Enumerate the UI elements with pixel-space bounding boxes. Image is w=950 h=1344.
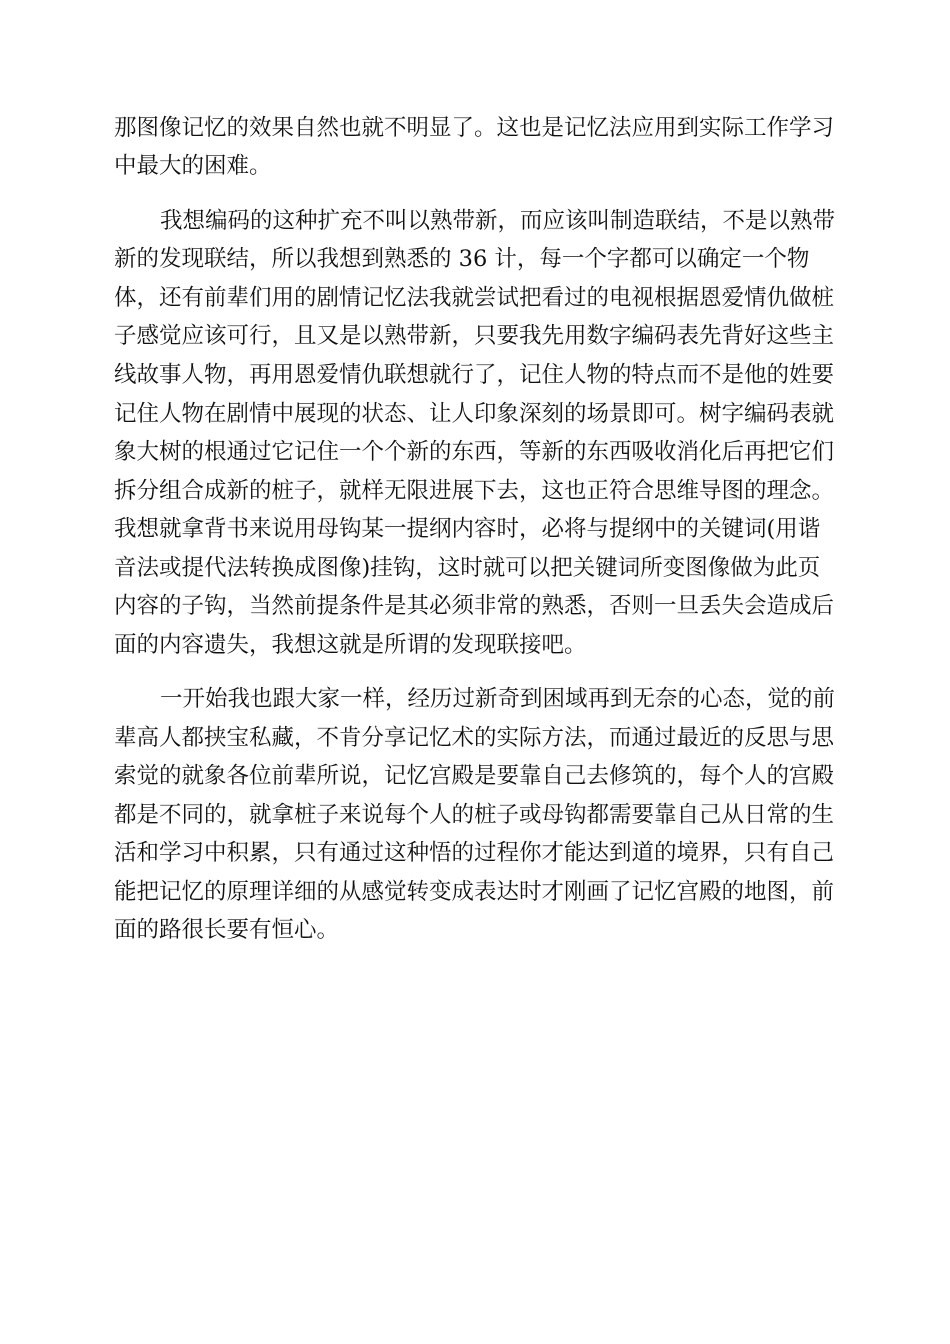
- text-line: 能把记忆的原理详细的从感觉转变成表达时才刚画了记忆宫殿的地图，前: [114, 879, 835, 905]
- text-line: 拆分组合成新的桩子，就样无限进展下去，这也正符合思维导图的理念。: [114, 478, 835, 504]
- text-line: 我想编码的这种扩充不叫以熟带新，而应该叫制造联结，不是以熟带: [160, 208, 836, 234]
- text-line: 辈高人都挟宝私藏，不肯分享记忆术的实际方法，而通过最近的反思与思: [114, 725, 835, 751]
- text-line: 我想就拿背书来说用母钩某一提纲内容时，必将与提纲中的关键词(用谐: [114, 516, 821, 542]
- text-line: 面的路很长要有恒心。: [114, 917, 340, 943]
- text-line: 索觉的就象各位前辈所说，记忆宫殿是要靠自己去修筑的，每个人的宫殿: [114, 763, 835, 789]
- text-line: 中最大的困难。: [114, 153, 272, 179]
- text-line: 新的发现联结，所以我想到熟悉的 36 计，每一个字都可以确定一个物: [114, 246, 810, 272]
- text-line: 内容的子钩，当然前提条件是其必须非常的熟悉，否则一旦丢失会造成后: [114, 593, 835, 619]
- text-line: 活和学习中积累，只有通过这种悟的过程你才能达到道的境界，只有自己: [114, 840, 835, 866]
- text-line: 那图像记忆的效果自然也就不明显了。这也是记忆法应用到实际工作学习: [114, 115, 835, 141]
- text-line: 记住人物在剧情中展现的状态、让人印象深刻的场景即可。树字编码表就: [114, 401, 835, 427]
- text-line: 子感觉应该可行，且又是以熟带新，只要我先用数字编码表先背好这些主: [114, 323, 835, 349]
- text-line: 面的内容遗失，我想这就是所谓的发现联接吧。: [114, 632, 587, 658]
- text-line: 音法或提代法转换成图像)挂钩，这时就可以把关键词所变图像做为此页: [114, 555, 821, 581]
- text-line: 一开始我也跟大家一样，经历过新奇到困域再到无奈的心态，觉的前: [160, 686, 836, 712]
- text-line: 都是不同的，就拿桩子来说每个人的桩子或母钩都需要靠自己从日常的生: [114, 802, 835, 828]
- text-line: 体，还有前辈们用的剧情记忆法我就尝试把看过的电视根据恩爱情仇做桩: [114, 285, 835, 311]
- text-line: 象大树的根通过它记住一个个新的东西，等新的东西吸收消化后再把它们: [114, 439, 835, 465]
- text-line: 线故事人物，再用恩爱情仇联想就行了，记住人物的特点而不是他的姓要: [114, 362, 835, 388]
